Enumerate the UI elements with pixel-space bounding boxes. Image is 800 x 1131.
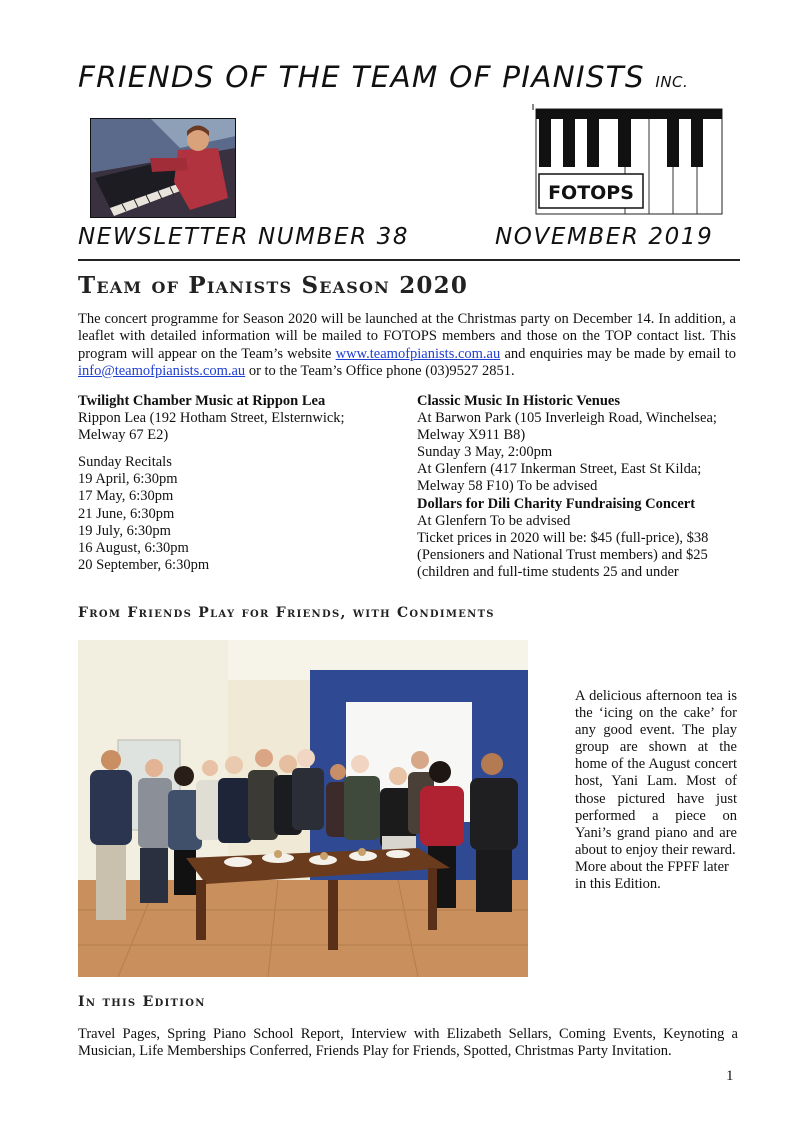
season-intro <box>78 311 736 380</box>
group-photo <box>78 640 528 977</box>
caption-more: More about the FPFF later in this Edition. <box>575 858 729 893</box>
intro-text-2: and enquiries may be made by email to <box>500 345 736 362</box>
venue-line: Melway 58 F10) To be advised <box>417 478 598 495</box>
rippon-lea-column <box>78 393 378 574</box>
venue-line: Melway X911 B8) <box>417 427 526 444</box>
masthead-suffix: INC. <box>655 73 689 91</box>
photo-caption <box>575 688 737 893</box>
fpff-heading: From Friends Play for Friends, with Condiments <box>78 605 495 621</box>
pianist-illustration <box>90 118 236 218</box>
rippon-lea-venue-line: Rippon Lea (192 Hotham Street, Elsternwick; <box>78 410 345 427</box>
ticket-line: (children and full-time students 25 and under <box>417 563 679 580</box>
recital-date: 21 June, 6:30pm <box>78 505 175 522</box>
header-rule <box>78 259 740 261</box>
rippon-lea-venue-line: Melway 67 E2) <box>78 427 169 444</box>
recital-date: 20 September, 6:30pm <box>78 556 210 573</box>
issue-date: NOVEMBER 2019 <box>495 224 714 250</box>
venue-line: At Glenfern To be advised <box>417 512 571 529</box>
season-heading: Team of Pianists Season 2020 <box>78 272 469 299</box>
edition-contents: Travel Pages, Spring Piano School Report, Interview with Elizabeth Sellars, Coming Events, Keynoting a Musician, Life Memberships Conferred, Friends Play for Friends, Spotted, Christmas Party Invitation. <box>78 1026 738 1060</box>
fotops-logo <box>531 104 727 216</box>
intro-text-1: The concert programme for Season 2020 will be launched at the Christmas party on December 14. In addition, a leaflet with detailed information will be mailed to FOTOPS members and those on the TOP contact list. This program will appear on the Team’s website <box>78 311 736 362</box>
issue-number: NEWSLETTER NUMBER 38 <box>78 224 410 250</box>
venue-line: Sunday 3 May, 2:00pm <box>417 444 553 461</box>
intro-text-3: or to the Team’s Office phone (03)9527 2851. <box>245 362 515 379</box>
logo-text: FOTOPS <box>548 182 634 204</box>
ticket-line: (Pensioners and National Trust members) and $25 <box>417 546 708 563</box>
dili-concert-title: Dollars for Dili Charity Fundraising Concert <box>417 495 696 512</box>
venue-line: At Barwon Park (105 Inverleigh Road, Winchelsea; <box>417 410 717 427</box>
masthead-title <box>78 60 758 94</box>
venue-line: At Glenfern (417 Inkerman Street, East St Kilda; <box>417 461 702 478</box>
recital-date: 19 July, 6:30pm <box>78 522 171 539</box>
recital-date: 17 May, 6:30pm <box>78 488 174 505</box>
recital-date: 16 August, 6:30pm <box>78 539 189 556</box>
email-link[interactable]: info@teamofpianists.com.au <box>78 362 246 379</box>
caption-text: A delicious afternoon tea is the ‘icing on the cake’ for any good event. The play group are shown at the home of the August concert host, Yani Lam. Most of those pictured have just performed a piece on Yani’s grand piano and are about to enjoy their reward. <box>575 688 737 858</box>
ticket-line: Ticket prices in 2020 will be: $45 (full-price), $38 <box>417 529 709 546</box>
recital-date: 19 April, 6:30pm <box>78 471 178 488</box>
page-number: 1 <box>726 1068 734 1084</box>
website-link[interactable]: www.teamofpianists.com.au <box>335 345 501 362</box>
edition-heading: In this Edition <box>78 994 206 1010</box>
historic-venues-column <box>417 393 747 581</box>
recitals-label: Sunday Recitals <box>78 454 172 471</box>
masthead-title-text: FRIENDS OF THE TEAM OF PIANISTS <box>78 60 645 94</box>
rippon-lea-title: Twilight Chamber Music at Rippon Lea <box>78 393 326 409</box>
historic-venues-title: Classic Music In Historic Venues <box>417 393 621 409</box>
